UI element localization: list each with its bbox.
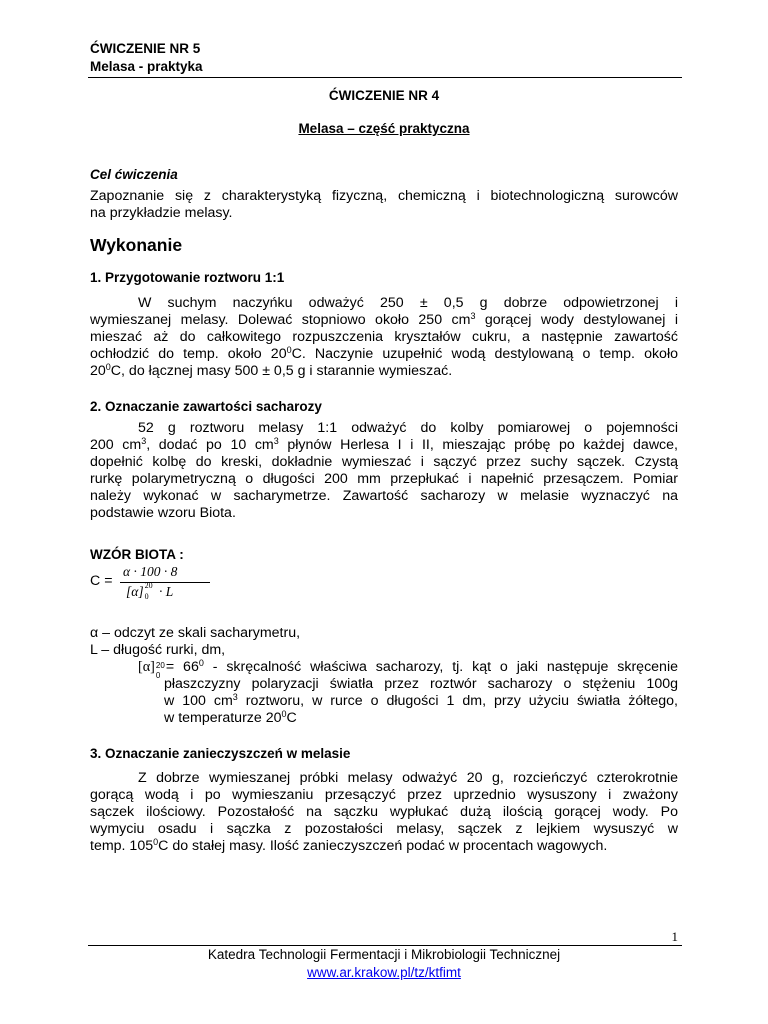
superscript: 20: [144, 581, 153, 590]
fraction-bar: [120, 582, 210, 583]
paragraph-line: rurkę polarymetryczną o długości 200 mm przepłukać i napełnić przesączem. Pomiar: [90, 471, 678, 487]
section-1-heading: 1. Przygotowanie roztworu 1:1: [90, 270, 285, 285]
running-header-subtitle: Melasa - praktyka: [90, 59, 203, 74]
text-run: płynów Herlesa I i II, mieszając próbę po każdej dawce,: [278, 437, 678, 453]
goal-line: na przykładzie melasy.: [90, 205, 233, 221]
formula-legend: [90, 625, 678, 659]
text-run: w temperaturze 20: [164, 710, 282, 726]
formula-heading: WZÓR BIOTA :: [90, 547, 184, 562]
paragraph-line: mieszać aż do całkowitego rozpuszczenia kryształów cukru, a następnie zawartość: [90, 329, 678, 345]
superscript: 3: [273, 436, 279, 446]
text-run: C: [286, 710, 297, 726]
text-run: · L: [155, 584, 174, 599]
section-1-text: [90, 295, 678, 380]
specific-rotation-definition: [138, 659, 678, 727]
footer-divider: [88, 945, 682, 946]
paragraph-line: gorącą wodą i po wymieszaniu przesączyć przez uprzednio wysuszony i zważony: [90, 787, 678, 803]
biot-formula: [90, 564, 290, 606]
text-run: C, do łącznej masy 500 ± 0,5 g i starannie wymieszać.: [110, 363, 453, 379]
goal-line: Zapoznanie się z charakterystyką fizyczną, chemiczną i biotechnologiczną surowców: [90, 188, 678, 204]
text-run: wymieszanej melasy. Dolewać stopniowo około 250 cm: [90, 312, 471, 328]
paragraph-line: wymyciu osadu i sączka z pozostałości melasy, sączek z lejkiem wysuszyć w: [90, 821, 678, 837]
section-3-text: [90, 770, 678, 855]
definition-line: [164, 693, 678, 710]
formula-denominator: [126, 581, 174, 601]
superscript: 3: [470, 311, 476, 321]
text-run: gorącej wody destylowanej i: [475, 312, 679, 328]
document-title: ĆWICZENIE NR 4: [328, 88, 440, 103]
text-run: - skręcalność właściwa sacharozy, tj. kąt o jaki następuje skręcenie: [203, 659, 678, 675]
running-header-title: ĆWICZENIE NR 5: [90, 41, 201, 56]
script-stack: [144, 581, 156, 601]
superscript: 0: [105, 362, 111, 372]
paragraph-line: podstawie wzoru Biota.: [90, 505, 236, 521]
definition-line: [164, 710, 678, 727]
paragraph-line: 52 g roztworu melasy 1:1 odważyć do kolby pomiarowej o pojemności: [138, 420, 678, 436]
legend-line: α – odczyt ze skali sacharymetru,: [90, 625, 301, 641]
legend-line: L – długość rurki, dm,: [90, 642, 226, 658]
section-heading-wykonanie: Wykonanie: [90, 235, 183, 255]
superscript: 3: [232, 692, 238, 702]
section-3-heading: 3. Oznaczanie zanieczyszczeń w melasie: [90, 746, 351, 761]
superscript: 20: [155, 661, 165, 670]
paragraph-line: [90, 363, 678, 380]
document-subtitle: Melasa – część praktyczna: [298, 121, 470, 136]
paragraph-line: dopełnić kolbę do kreski, dokładnie wymieszać i sączyć przez suchy sączek. Czystą: [90, 454, 678, 470]
text-run: , dodać po 10 cm: [146, 437, 274, 453]
footer-link-row: [90, 965, 678, 980]
definition-line: płaszczyzny polaryzacji światła przez roztwór sacharozy o stężeniu 100g: [164, 676, 678, 692]
superscript: 0: [286, 345, 292, 355]
footer-website-link[interactable]: www.ar.krakow.pl/tz/ktfimt: [307, 965, 461, 980]
paragraph-line: [90, 838, 678, 855]
definition-line: [138, 658, 678, 680]
text-run: roztworu, w rurce o długości 1 dm, przy użyciu światła żółtego,: [237, 693, 678, 709]
text-run: ochłodzić do temp. około 20: [90, 346, 287, 362]
text-run: 200 cm: [90, 437, 142, 453]
paragraph-line: należy wykonać w sacharymetrze. Zawartość sacharozy w melasie wyznaczyć na: [90, 488, 678, 504]
paragraph-line: [90, 312, 678, 329]
superscript: 3: [141, 436, 147, 446]
subscript: 0: [144, 592, 149, 601]
definition-continuation: [138, 676, 678, 727]
footer-institution: Katedra Technologii Fermentacji i Mikrobiologii Technicznej: [207, 947, 561, 962]
paragraph-line: sączek ilościowy. Pozostałość na sączku wypłukać dużą ilością gorącej wody. Po: [90, 804, 678, 820]
paragraph-line: [90, 437, 678, 454]
paragraph-line: Z dobrze wymieszanej próbki melasy odważyć 20 g, rozcieńczyć czterokrotnie: [138, 770, 678, 786]
text-run: w 100 cm: [164, 693, 233, 709]
text-run: = 66: [165, 659, 199, 675]
goal-heading: Cel ćwiczenia: [90, 167, 178, 182]
alpha-bracket: [α]: [138, 659, 155, 675]
text-run: C do stałej masy. Ilość zanieczyszczeń podać w procentach wagowych.: [158, 838, 608, 854]
paragraph-line: [90, 346, 678, 363]
formula-numerator: α · 100 · 8: [123, 564, 178, 579]
alpha-bracket: [α]: [126, 584, 144, 599]
page-number: 1: [671, 929, 678, 944]
text-run: C. Naczynie uzupełnić wodą destylowaną o temp. około: [291, 346, 678, 362]
superscript: 0: [153, 837, 159, 847]
formula-lhs: C =: [90, 573, 113, 589]
goal-text: [90, 188, 678, 222]
superscript: 0: [281, 709, 287, 719]
subscript: 0: [155, 671, 161, 680]
text-run: 20: [90, 363, 106, 379]
header-divider: [88, 77, 682, 78]
section-2-text: [90, 420, 678, 522]
superscript: 0: [198, 658, 204, 668]
section-2-heading: 2. Oznaczanie zawartości sacharozy: [90, 399, 322, 414]
text-run: temp. 105: [90, 838, 154, 854]
paragraph-line: W suchym naczyńku odważyć 250 ± 0,5 g dobrze odpowietrzonej i: [138, 295, 678, 311]
script-stack: [155, 659, 166, 680]
